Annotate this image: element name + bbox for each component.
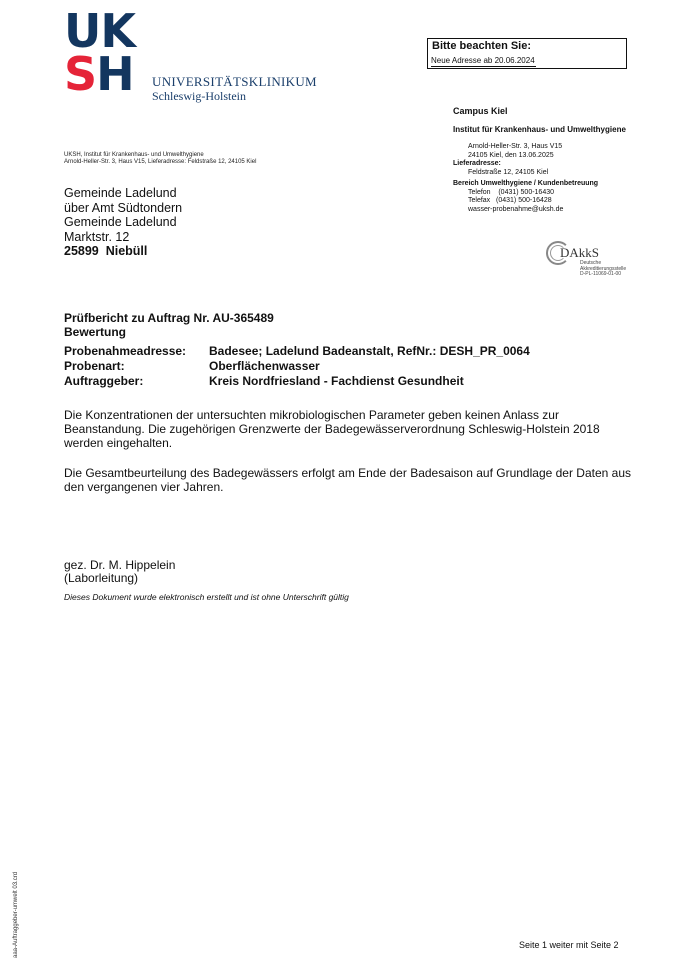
return-address-line2: Arnold-Heller-Str. 3, Haus V15, Lieferadresse: Feldstraße 12, 24105 Kiel bbox=[64, 159, 257, 165]
notice-title: Bitte beachten Sie: bbox=[432, 40, 532, 52]
recipient-line1: Gemeinde Ladelund bbox=[64, 186, 177, 200]
field-value: Badesee; Ladelund Badeanstalt, RefNr.: DESH_PR_0064 bbox=[209, 344, 530, 358]
overall-assessment-paragraph: Die Gesamtbeurteilung des Badegewässers erfolgt am Ende der Badesaison auf Grundlage der Daten aus den vergangenen vier Jahren. bbox=[64, 466, 632, 494]
field-sample-type bbox=[64, 359, 530, 374]
field-client bbox=[64, 374, 530, 389]
delivery-address: Feldstraße 12, 24105 Kiel bbox=[468, 168, 549, 176]
sender-contact-block bbox=[453, 143, 598, 214]
field-sampling-address bbox=[64, 344, 530, 359]
recipient-address bbox=[64, 186, 182, 259]
uksh-logo-text bbox=[152, 74, 317, 103]
logo-sh: SH bbox=[64, 47, 134, 101]
logo-name-line2: Schleswig-Holstein bbox=[152, 89, 246, 103]
dakks-accreditation-logo bbox=[546, 239, 636, 281]
logo-name-line1: UNIVERSITÄTSKLINIKUM bbox=[152, 74, 317, 89]
field-label: Probenart: bbox=[64, 359, 125, 373]
field-value: Kreis Nordfriesland - Fachdienst Gesundheit bbox=[209, 374, 464, 388]
recipient-line3: Gemeinde Ladelund bbox=[64, 215, 177, 229]
department: Bereich Umwelthygiene / Kundenbetreuung bbox=[453, 180, 599, 187]
institute-name: Institut für Krankenhaus- und Umwelthygiene bbox=[453, 125, 626, 134]
signatory-role: (Laborleitung) bbox=[64, 570, 139, 585]
field-value: Oberflächenwasser bbox=[209, 359, 320, 373]
dakks-line3: D-PL-11069-01-00 bbox=[580, 271, 622, 277]
recipient-postcode-city: 25899 Niebüll bbox=[64, 244, 148, 258]
page-indicator: Seite 1 weiter mit Seite 2 bbox=[519, 940, 619, 950]
email-link[interactable]: wasser-probenahme@uksh.de bbox=[468, 205, 564, 213]
signatory-name: gez. Dr. M. Hippelein bbox=[64, 558, 176, 572]
field-label: Auftraggeber: bbox=[64, 374, 144, 388]
sender-street: Arnold-Heller-Str. 3, Haus V15 bbox=[468, 143, 563, 150]
recipient-line4: Marktstr. 12 bbox=[64, 229, 130, 244]
signature-block bbox=[64, 559, 175, 584]
delivery-label: Lieferadresse: bbox=[453, 160, 501, 167]
report-subtitle: Bewertung bbox=[64, 324, 127, 339]
phone: Telefon (0431) 500-16430 bbox=[468, 188, 555, 196]
electronic-document-note: Dieses Dokument wurde elektronisch erstellt und ist ohne Unterschrift gültig bbox=[64, 592, 349, 602]
return-address-line1: UKSH, Institut für Krankenhaus- und Umwelthygiene bbox=[64, 152, 204, 158]
dakks-wordmark: DAkkS bbox=[560, 245, 600, 260]
fax: Telefax (0431) 500-16428 bbox=[468, 197, 552, 204]
address-change-notice bbox=[427, 38, 627, 69]
return-address bbox=[64, 152, 256, 166]
document-code-vertical: aaa-Auftraggeber-umwelt 03.crd bbox=[13, 871, 19, 958]
report-title: Prüfbericht zu Auftrag Nr. AU-365489 bbox=[64, 311, 274, 325]
field-label: Probenahmeadresse: bbox=[64, 344, 187, 358]
sender-city-date: 24105 Kiel, den 13.06.2025 bbox=[468, 151, 554, 159]
dakks-line1: Deutsche bbox=[580, 260, 602, 266]
uksh-logo-mark bbox=[64, 4, 136, 101]
report-header bbox=[64, 312, 274, 339]
recipient-line2: über Amt Südtondern bbox=[64, 200, 183, 215]
dakks-line2: Akkreditierungsstelle bbox=[580, 265, 627, 272]
assessment-paragraph: Die Konzentrationen der untersuchten mikrobiologischen Parameter geben keinen Anlass zur Beanstandung. Die zugehörigen Grenzwerte der Badegewässerverordnung Schleswig-Holstein 2018 werden eingehalten. bbox=[64, 408, 600, 450]
logo-uk: UK bbox=[64, 4, 135, 58]
notice-text: Neue Adresse ab 20.06.2024 bbox=[431, 56, 535, 65]
campus-label: Campus Kiel bbox=[453, 106, 508, 116]
report-fields bbox=[64, 344, 530, 389]
